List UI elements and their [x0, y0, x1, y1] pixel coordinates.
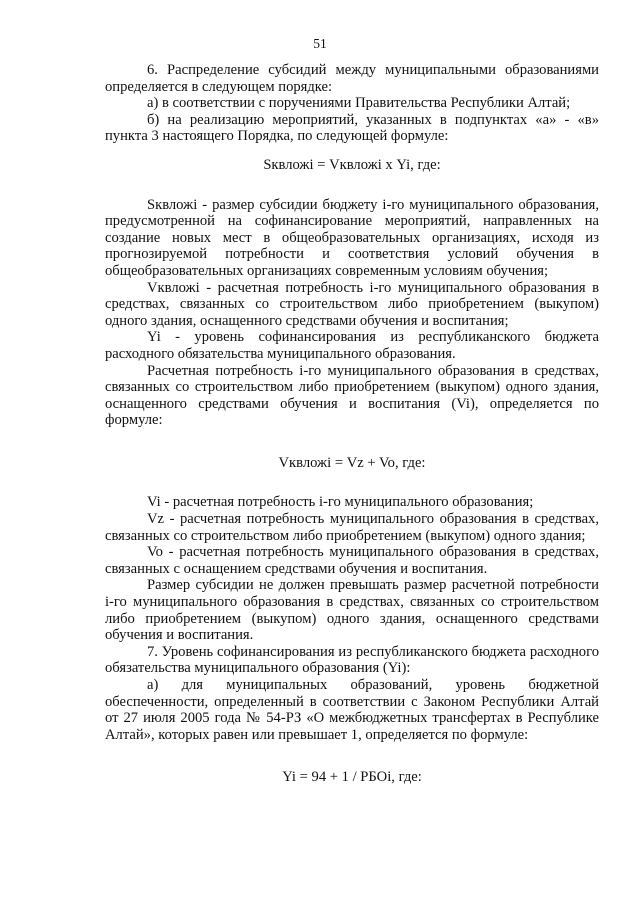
formula-need: Vквложі = Vz + Vo, где:	[278, 454, 426, 471]
paragraph-need: Расчетная потребность i-го муниципального образования в средствах, связанных со строительством либо приобретением (выкупом) одного здания, оснащенного средствами обучения и воспитания (Vi), определяется по формуле:	[105, 362, 599, 429]
paragraph-6-intro: 6. Распределение субсидий между муниципальными образованиями определяется в следующем порядке:	[105, 62, 599, 95]
paragraph-6a: а) в соответствии с поручениями Правительства Республики Алтай;	[147, 95, 571, 112]
paragraph-6b: б) на реализацию мероприятий, указанных в подпунктах «а» - «в» пункта 3 настоящего Порядка, по следующей формуле:	[105, 111, 599, 145]
formula-subsidy: Sквложі = Vквложі х Yi, где:	[263, 156, 441, 173]
definition-s: Sквложі - размер субсидии бюджету i-го муниципального образования, предусмотренной на софинансирование мероприятий, направленных на создание новых мест в общеобразовательных организациях, исходя из прогнозируемой потребности и соответствия условий обучения в общеобразовательных организациях современным условиям обучения;	[105, 196, 599, 279]
page-number: 51	[313, 36, 327, 51]
formula-cofinancing: Yi = 94 + 1 / РБОi, где:	[282, 769, 422, 786]
definition-y: Yi - уровень софинансирования из республиканского бюджета расходного обязательства муниципального образования.	[105, 329, 599, 362]
definition-v: Vквложі - расчетная потребность i-го муниципального образования в средствах, связанных со строительством либо приобретением (выкупом) одного здания, оснащенного средствами обучения и воспитания;	[105, 279, 599, 329]
document-body	[105, 62, 599, 786]
paragraph-7: 7. Уровень софинансирования из республиканского бюджета расходного обязательства муниципального образования (Yi):	[105, 643, 599, 677]
definition-vi: Vi - расчетная потребность i-го муниципального образования;	[147, 494, 534, 511]
definition-vz: Vz - расчетная потребность муниципального образования в средствах, связанных со строительством либо приобретением (выкупом) одного здания;	[105, 511, 599, 544]
paragraph-limit: Размер субсидии не должен превышать размер расчетной потребности i-го муниципального образования в средствах, связанных со строительством либо приобретением (выкупом) одного здания, оснащенного средствами обучения и воспитания.	[105, 577, 599, 644]
paragraph-7a: а) для муниципальных образований, уровень бюджетной обеспеченности, определенный в соответствии с Законом Республики Алтай от 27 июля 2005 года № 54-РЗ «О межбюджетных трансфертах в Республике Алтай», которых равен или превышает 1, определяется по формуле:	[105, 677, 599, 743]
definition-vo: Vo - расчетная потребность муниципального образования в средствах, связанных с оснащением средствами обучения и воспитания.	[105, 544, 599, 577]
